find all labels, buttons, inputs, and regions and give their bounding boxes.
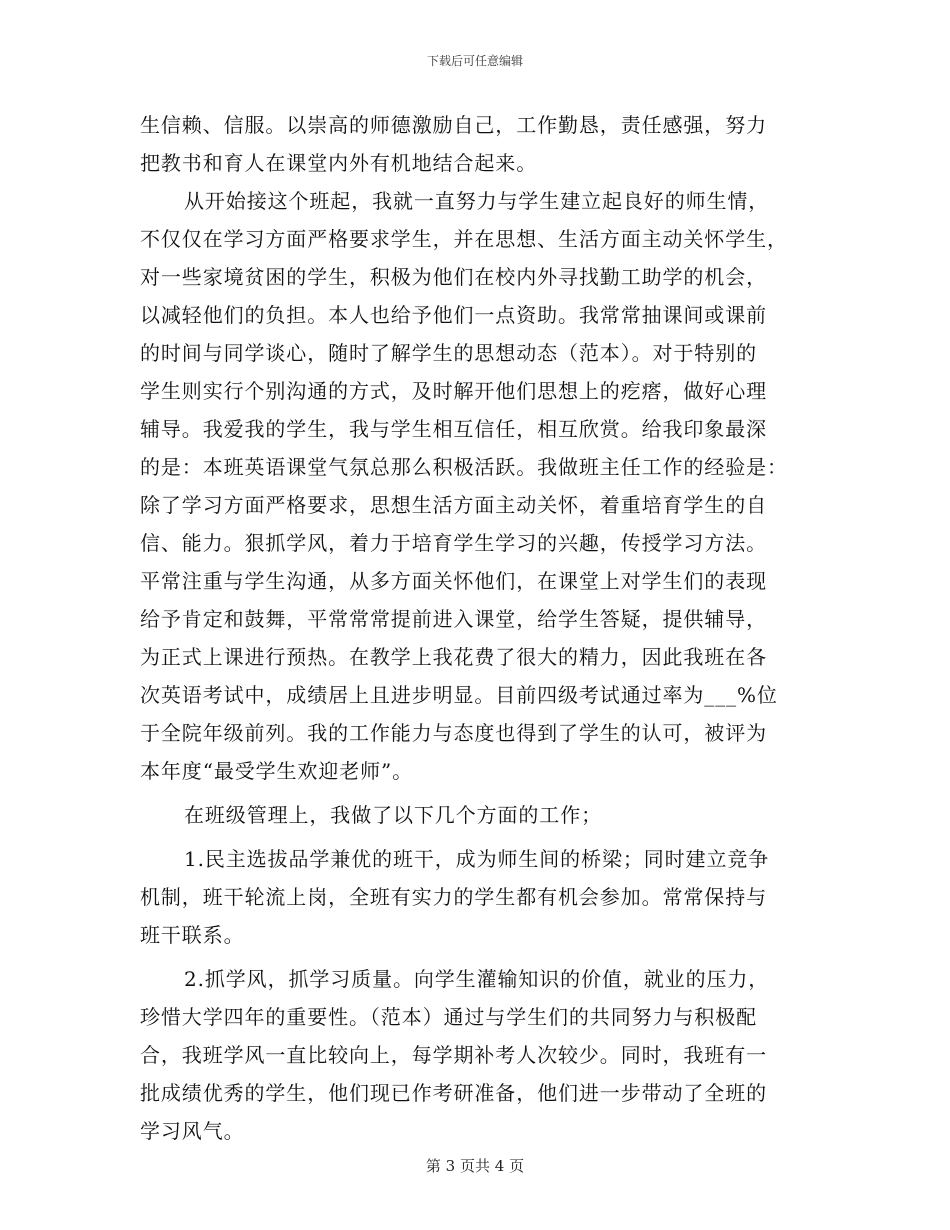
text-line: 给予肯定和鼓舞，平常常常提前进入课堂，给学生答疑，提供辅导， xyxy=(140,607,767,631)
text-line: 机制，班干轮流上岗，全班有实力的学生都有机会参加。常常保持与 xyxy=(140,885,767,909)
text-line: 学生则实行个别沟通的方式，及时解开他们思想上的疙瘩，做好心理 xyxy=(140,379,767,403)
text-line: 从开始接这个班起，我就一直努力与学生建立起良好的师生情， xyxy=(184,189,770,213)
text-line: 1.民主选拔品学兼优的班干，成为师生间的桥梁；同时建立竞争 xyxy=(184,847,770,871)
text-line: 对一些家境贫困的学生，积极为他们在校内外寻找勤工助学的机会， xyxy=(140,265,767,289)
text-line: 以减轻他们的负担。本人也给予他们一点资助。我常常抽课间或课前 xyxy=(140,303,767,327)
paragraph xyxy=(140,840,805,954)
text-line: 除了学习方面严格要求，思想生活方面主动关怀，着重培育学生的自 xyxy=(140,493,767,517)
text-line: 的时间与同学谈心，随时了解学生的思想动态（范本）。对于特别的 xyxy=(140,341,757,365)
paragraph xyxy=(140,182,805,790)
text-line: 班干联系。 xyxy=(140,923,245,947)
text-line: 学习风气。 xyxy=(140,1119,245,1143)
text-line: 珍惜大学四年的重要性。（范本）通过与学生们的共同努力与积极配 xyxy=(140,1005,757,1029)
text-line: 于全院年级前列。我的工作能力与态度也得到了学生的认可，被评为 xyxy=(140,721,767,745)
text-line: 2.抓学风，抓学习质量。向学生灌输知识的价值，就业的压力， xyxy=(184,967,770,991)
text-line: 为正式上课进行预热。在教学上我花费了很大的精力，因此我班在各 xyxy=(140,645,767,669)
page-header: 下载后可任意编辑 xyxy=(426,54,523,68)
text-line: 把教书和育人在课堂内外有机地结合起来。 xyxy=(140,151,538,175)
text-line: 信、能力。狠抓学风，着力于培育学生学习的兴趣，传授学习方法。 xyxy=(140,531,767,555)
text-line: 批成绩优秀的学生，他们现已作考研准备，他们进一步带动了全班的 xyxy=(140,1081,767,1105)
text-line: 本年度“最受学生欢迎老师”。 xyxy=(140,759,414,783)
text-line: 在班级管理上，我做了以下几个方面的工作； xyxy=(184,803,602,827)
text-line: 不仅仅在学习方面严格要求学生，并在思想、生活方面主动关怀学生， xyxy=(140,227,788,251)
text-line: 合，我班学风一直比较向上，每学期补考人次较少。同时，我班有一 xyxy=(140,1043,767,1067)
text-line: 的是：本班英语课堂气氛总那么积极活跃。我做班主任工作的经验是： xyxy=(140,455,788,479)
text-line: 平常注重与学生沟通，从多方面关怀他们，在课堂上对学生们的表现 xyxy=(140,569,767,593)
page-number-footer: 第 3 页共 4 页 xyxy=(425,1157,525,1175)
document-body xyxy=(140,106,805,1150)
paragraph xyxy=(140,796,805,834)
paragraph xyxy=(140,106,805,182)
text-line: 生信赖、信服。以崇高的师德激励自己，工作勤恳，责任感强，努力 xyxy=(140,113,767,137)
paragraph xyxy=(140,960,805,1150)
text-line: 辅导。我爱我的学生，我与学生相互信任，相互欣赏。给我印象最深 xyxy=(140,417,767,441)
text-line: 次英语考试中，成绩居上且进步明显。目前四级考试通过率为___%位 xyxy=(140,683,778,707)
